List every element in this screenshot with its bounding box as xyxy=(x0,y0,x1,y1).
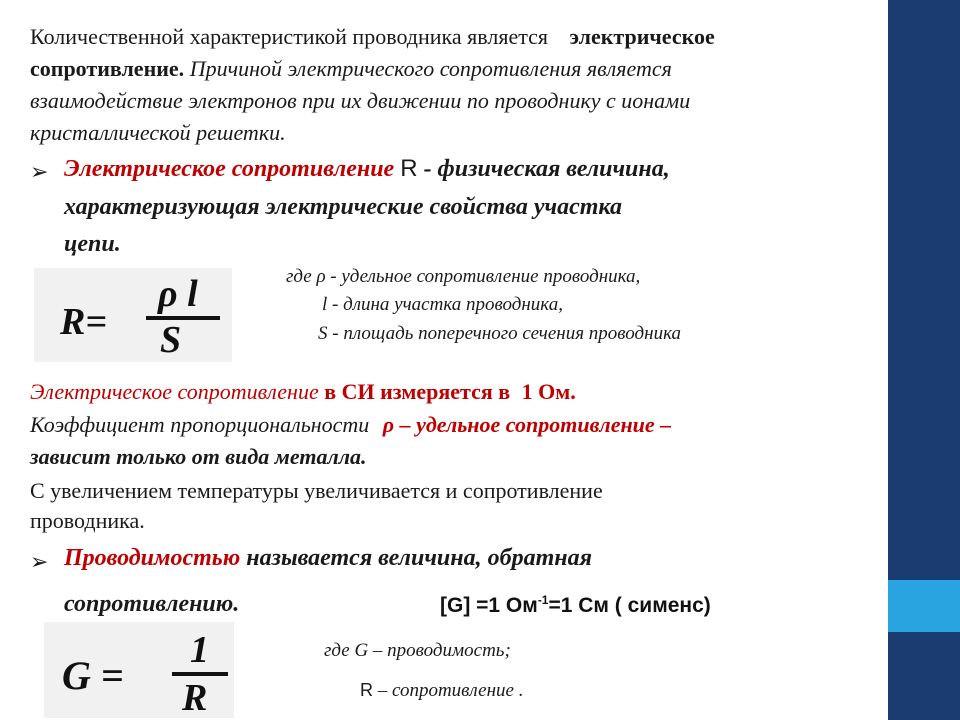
formula-numerator: ρ l xyxy=(158,273,198,315)
legend-r-line-3: S - площадь поперечного сечения проводника xyxy=(318,323,682,344)
fraction-bar xyxy=(146,316,220,320)
formula-numerator: 1 xyxy=(190,629,209,671)
conductance-term: Проводимостью xyxy=(64,545,241,571)
formula-denominator: R xyxy=(182,677,208,719)
units-exponent: -1 xyxy=(537,593,549,607)
legend-g-rest: – сопротивление . xyxy=(377,680,524,701)
intro-text: Количественной характеристикой проводника является xyxy=(30,24,549,49)
conductance-rest: называется величина, обратная xyxy=(246,545,592,571)
intro-line-1 xyxy=(30,26,715,48)
formula-lhs: R= xyxy=(60,301,107,343)
legend-g-line-1: где G – проводимость; xyxy=(324,640,511,661)
definition-line-1 xyxy=(64,157,670,181)
definition-line-2: характеризующая электрические свойства участка xyxy=(64,194,622,220)
si-term: Электрическое сопротивление xyxy=(30,379,319,404)
intro-line-2 xyxy=(30,58,672,80)
definition-term: Электрическое сопротивление xyxy=(64,156,395,182)
intro-italic: Причиной электрического сопротивления является xyxy=(189,56,672,81)
temperature-line-1: С увеличением температуры увеличивается и сопротивление xyxy=(30,478,603,503)
units-part-2: =1 См ( сименс) xyxy=(548,594,711,617)
conductance-line-2: сопротивлению. xyxy=(64,591,240,617)
coefficient-line-2: зависит только от вида металла. xyxy=(30,444,367,469)
legend-g-line-2 xyxy=(360,680,523,702)
coefficient-line-1 xyxy=(30,414,671,436)
formula-lhs: G = xyxy=(62,653,124,698)
legend-g-symbol: R xyxy=(360,680,373,700)
bullet-arrow-icon: ➢ xyxy=(30,160,49,185)
si-unit: 1 Ом. xyxy=(521,379,576,404)
conductance-line-1 xyxy=(64,546,592,570)
legend-r-line-2: l - длина участка проводника, xyxy=(322,294,563,315)
units-part-1: [G] =1 Ом xyxy=(440,594,538,617)
intro-line-3: взаимодействие электронов при их движении по проводнику с ионами xyxy=(30,88,691,113)
conductance-formula xyxy=(44,622,234,718)
temperature-line-2: проводника. xyxy=(30,508,145,533)
definition-symbol: R xyxy=(400,155,418,182)
intro-term-bold-2: сопротивление. xyxy=(30,56,185,81)
bullet-arrow-icon: ➢ xyxy=(30,550,49,575)
conductance-units xyxy=(440,594,711,618)
intro-line-4: кристаллической решетки. xyxy=(30,120,286,145)
si-line xyxy=(30,381,576,403)
definition-rest: - физическая величина, xyxy=(423,156,670,182)
sidebar-accent-strip xyxy=(888,580,960,632)
intro-term-bold: электрическое xyxy=(569,24,715,49)
definition-line-3: цепи. xyxy=(64,231,121,257)
coefficient-rho: ρ – удельное сопротивление – xyxy=(382,412,672,437)
si-rest: в СИ измеряется в xyxy=(324,379,511,404)
legend-r-line-1: где ρ - удельное сопротивление проводника, xyxy=(286,266,641,287)
resistance-formula xyxy=(34,268,232,362)
coefficient-lead: Коэффициент пропорциональности xyxy=(30,412,370,437)
formula-denominator: S xyxy=(160,319,182,361)
sidebar-dark-strip xyxy=(888,632,960,646)
